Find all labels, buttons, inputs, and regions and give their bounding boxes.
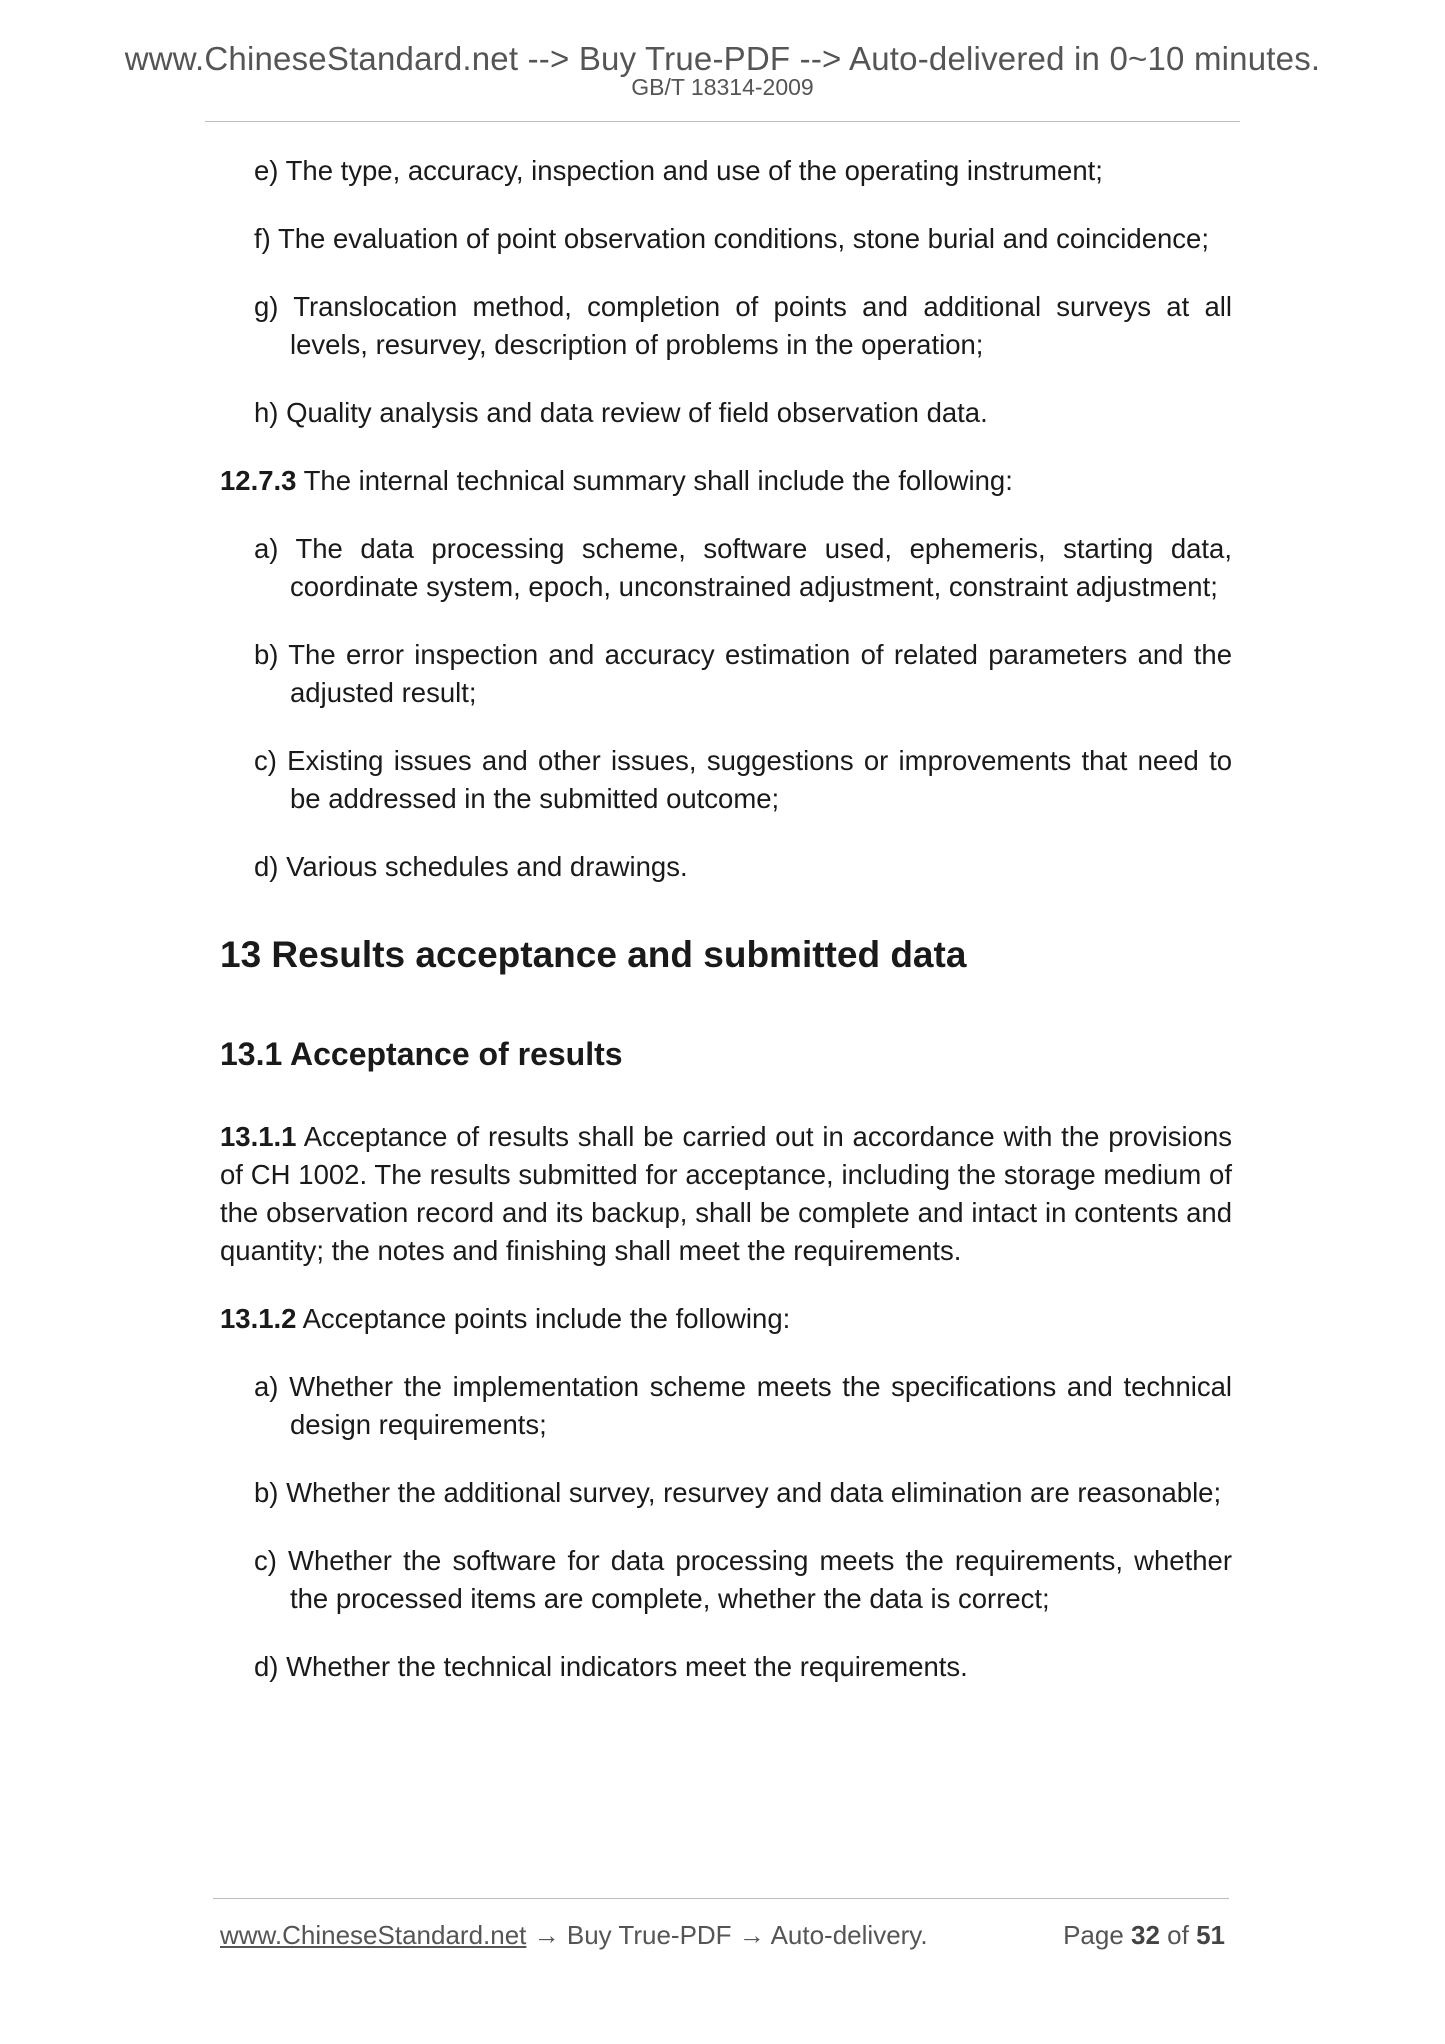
footer-divider [213, 1898, 1229, 1899]
list-item-b: b) The error inspection and accuracy estimation of related parameters and the adjusted result; [254, 639, 1232, 708]
list-item-c: c) Existing issues and other issues, suggestions or improvements that need to be addressed in the submitted outcome; [254, 745, 1232, 814]
subsection-heading: 13.1 Acceptance of results [220, 1036, 623, 1072]
header-divider [205, 121, 1240, 122]
list-item-e: e) The type, accuracy, inspection and use of the operating instrument; [254, 155, 1103, 186]
section-heading: 13 Results acceptance and submitted data [220, 934, 967, 975]
footer-tagline: → Buy True-PDF → Auto-delivery. [526, 1920, 928, 1950]
page-indicator [1063, 1920, 1225, 1951]
page-label: Page [1063, 1920, 1132, 1950]
page-footer [220, 1920, 1225, 1951]
list-item-c: c) Whether the software for data processing meets the requirements, whether the processed items are complete, whether the data is correct; [254, 1545, 1232, 1614]
clause-number: 13.1.1 [220, 1121, 297, 1152]
total-pages: 51 [1196, 1920, 1225, 1950]
list-item-a: a) The data processing scheme, software used, ephemeris, starting data, coordinate system, epoch, unconstrained adjustment, constraint adjustment; [254, 533, 1232, 602]
footer-site-link[interactable]: www.ChineseStandard.net [220, 1920, 527, 1950]
clause-text: The internal technical summary shall include the following: [296, 465, 1013, 496]
standard-code: GB/T 18314-2009 [631, 74, 814, 100]
list-item-d: d) Various schedules and drawings. [254, 851, 688, 882]
top-banner: www.ChineseStandard.net --> Buy True-PDF --> Auto-delivered in 0~10 minutes. [124, 40, 1321, 77]
list-item-a: a) Whether the implementation scheme meets the specifications and technical design requirements; [254, 1371, 1232, 1440]
clause-13-1-2 [220, 1300, 1232, 1338]
of-label: of [1159, 1920, 1197, 1950]
clause-text: Acceptance of results shall be carried out in accordance with the provisions of CH 1002. The results submitted for acceptance, including the storage medium of the observation record and its backup, shall be complete and intact in contents and quantity; the notes and finishing shall meet the requirements. [220, 1121, 1232, 1266]
clause-number: 12.7.3 [220, 465, 297, 496]
page-body [220, 152, 1232, 1716]
clause-number: 13.1.2 [220, 1303, 297, 1334]
list-item-b: b) Whether the additional survey, resurvey and data elimination are reasonable; [254, 1477, 1222, 1508]
clause-12-7-3 [220, 462, 1232, 500]
clause-13-1-1 [220, 1118, 1232, 1270]
clause-text: Acceptance points include the following: [296, 1303, 791, 1334]
list-item-f: f) The evaluation of point observation conditions, stone burial and coincidence; [254, 223, 1209, 254]
list-item-d: d) Whether the technical indicators meet the requirements. [254, 1651, 968, 1682]
list-item-h: h) Quality analysis and data review of field observation data. [254, 397, 988, 428]
list-item-g: g) Translocation method, completion of points and additional surveys at all levels, resurvey, description of problems in the operation; [254, 291, 1232, 360]
page-number: 32 [1131, 1920, 1160, 1950]
